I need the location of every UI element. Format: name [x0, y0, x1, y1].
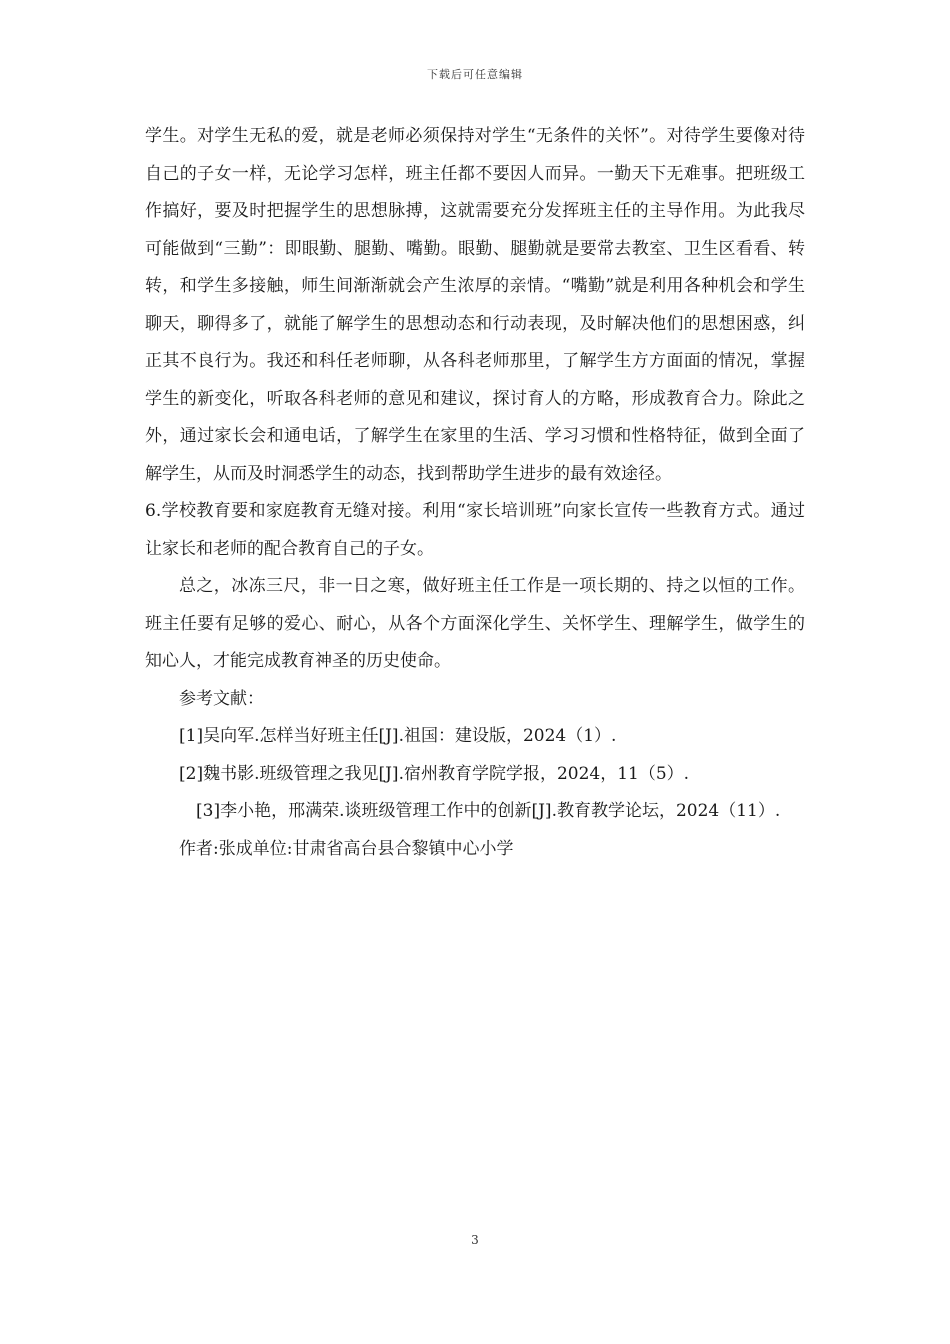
references-heading: 参考文献：	[179, 688, 264, 709]
reference-item-3: [3]李小艳，邢满荣.谈班级管理工作中的创新[J].教育教学论坛，2024（11）.	[196, 801, 781, 821]
author-line: 作者:张成单位:甘肃省高台县合黎镇中心小学	[179, 838, 514, 859]
page-header: 下载后可任意编辑	[427, 68, 523, 81]
body-paragraph-3: 总之，冰冻三尺，非一日之寒，做好班主任工作是一项长期的、持之以恒的工作。班主任要有足够的爱心、耐心，从各个方面深化学生、关怀学生、理解学生，做学生的知心人，才能完成教育神圣的历史使命。	[145, 576, 805, 671]
reference-item-1: [1]吴向军.怎样当好班主任[J].祖国：建设版，2024（1）.	[179, 726, 617, 746]
page-number: 3	[471, 1233, 479, 1247]
document-body	[145, 118, 805, 868]
reference-item-2: [2]魏书影.班级管理之我见[J].宿州教育学院学报，2024，11（5）.	[179, 763, 690, 784]
body-paragraph-1: 学生。对学生无私的爱，就是老师必须保持对学生“无条件的关怀”。对待学生要像对待自己的子女一样，无论学习怎样，班主任都不要因人而异。一勤天下无难事。把班级工作搞好，要及时把握学生的思想脉搏，这就需要充分发挥班主任的主导作用。为此我尽可能做到“三勤”：即眼勤、腿勤、嘴勤。眼勤、腿勤就是要常去教室、卫生区看看、转转，和学生多接触，师生间渐渐就会产生浓厚的亲情。“嘴勤”就是利用各种机会和学生聊天，聊得多了，就能了解学生的思想动态和行动表现，及时解决他们的思想困惑，纠正其不良行为。我还和科任老师聊，从各科老师那里，了解学生方方面面的情况，掌握学生的新变化，听取各科老师的意见和建议，探讨育人的方略，形成教育合力。除此之外，通过家长会和通电话，了解学生在家里的生活、学习习惯和性格特征，做到全面了解学生，从而及时洞悉学生的动态，找到帮助学生进步的最有效途径。	[145, 126, 805, 484]
body-paragraph-2: 6.学校教育要和家庭教育无缝对接。利用“家长培训班”向家长宣传一些教育方式。通过让家长和老师的配合教育自己的子女。	[145, 501, 805, 559]
